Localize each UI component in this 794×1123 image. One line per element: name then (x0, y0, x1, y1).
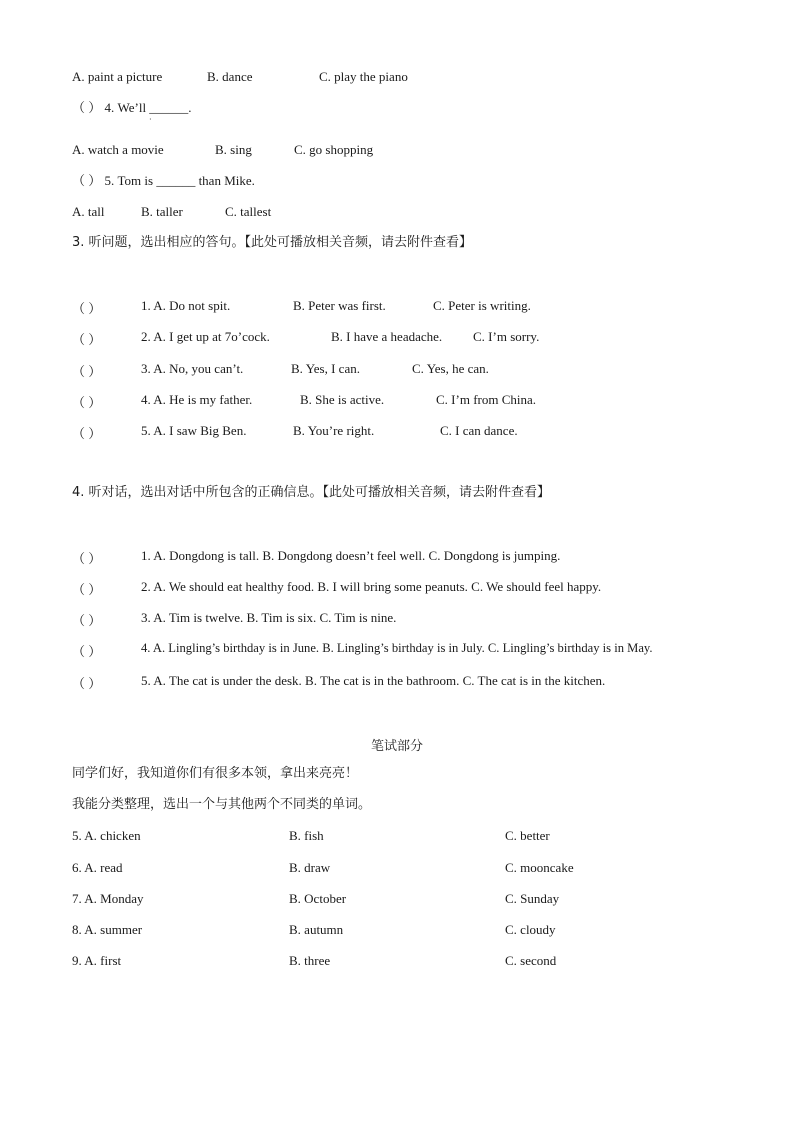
option-c: C. I can dance. (440, 423, 518, 438)
option-a: A. paint a picture (72, 69, 163, 84)
option-a: 9. A. first (72, 953, 122, 968)
option-b: B. I have a headache. (331, 329, 443, 344)
option-b: B. You’re right. (293, 423, 375, 438)
option-b: B. October (289, 891, 347, 906)
option-b: B. She is active. (300, 392, 385, 407)
row-text: 5. A. The cat is under the desk. B. The cat is in the bathroom. C. The cat is in the kitchen. (141, 673, 606, 688)
option-c: C. I’m sorry. (473, 329, 540, 344)
option-b: B. Yes, I can. (291, 361, 360, 376)
answer-blank: （ ） (72, 426, 102, 441)
row-text: 3. A. Tim is twelve. B. Tim is six. C. Tim is nine. (141, 610, 397, 625)
option-a: 1. A. Do not spit. (141, 298, 231, 313)
answer-blank: （ ） (72, 364, 102, 379)
written-intro: 同学们好，我知道你们有很多本领，拿出来亮亮！ (72, 766, 359, 781)
answer-blank: （ ） (72, 613, 102, 628)
question-4: （ ） 4. We’ll ______. (72, 100, 192, 115)
option-a: 7. A. Monday (72, 891, 144, 906)
written-heading: 笔试部分 (370, 739, 423, 754)
answer-blank: （ ） (72, 582, 102, 597)
option-a: 6. A. read (72, 860, 123, 875)
option-a: 5. A. chicken (72, 828, 141, 843)
option-b: B. autumn (289, 922, 344, 937)
option-b: B. dance (207, 69, 253, 84)
option-c: C. go shopping (294, 142, 374, 157)
option-b: B. Peter was first. (293, 298, 386, 313)
option-c: C. better (505, 828, 550, 843)
option-c: C. Sunday (505, 891, 560, 906)
option-a: 3. A. No, you can’t. (141, 361, 244, 376)
option-b: B. three (289, 953, 331, 968)
section-3-title: 3. 听问题，选出相应的答句。【此处可播放相关音频，请去附件查看】 (72, 235, 473, 250)
option-a: 4. A. He is my father. (141, 392, 253, 407)
option-a: A. watch a movie (72, 142, 164, 157)
option-b: B. taller (141, 204, 183, 219)
option-b: B. sing (215, 142, 252, 157)
option-b: B. draw (289, 860, 331, 875)
answer-blank: （ ） (72, 551, 102, 566)
option-c: C. tallest (225, 204, 272, 219)
answer-blank: （ ） (72, 644, 102, 659)
question-5: （ ） 5. Tom is ______ than Mike. (72, 173, 255, 188)
row-text: 1. A. Dongdong is tall. B. Dongdong doesn’t feel well. C. Dongdong is jumping. (141, 548, 561, 563)
option-c: C. I’m from China. (436, 392, 537, 407)
option-c: C. Peter is writing. (433, 298, 531, 313)
option-c: C. second (505, 953, 557, 968)
option-c: C. Yes, he can. (412, 361, 489, 376)
row-text: 2. A. We should eat healthy food. B. I will bring some peanuts. C. We should feel happy. (141, 579, 602, 594)
option-a: 2. A. I get up at 7o’cock. (141, 329, 270, 344)
option-a: 8. A. summer (72, 922, 143, 937)
stray-dot: · (149, 115, 152, 124)
option-c: C. play the piano (319, 69, 408, 84)
answer-blank: （ ） (72, 332, 102, 347)
row-text: 4. A. Lingling’s birthday is in June. B. Lingling’s birthday is in July. C. Lingling’s birthday is in May. (141, 641, 653, 655)
section-4-title: 4. 听对话，选出对话中所包含的正确信息。【此处可播放相关音频，请去附件查看】 (72, 485, 551, 500)
answer-blank: （ ） (72, 301, 102, 316)
option-a: 5. A. I saw Big Ben. (141, 423, 247, 438)
answer-blank: （ ） (72, 676, 102, 691)
option-c: C. mooncake (505, 860, 574, 875)
option-c: C. cloudy (505, 922, 556, 937)
option-a: A. tall (72, 204, 105, 219)
option-b: B. fish (289, 828, 324, 843)
written-instruction: 我能分类整理，选出一个与其他两个不同类的单词。 (72, 797, 372, 812)
answer-blank: （ ） (72, 395, 102, 410)
